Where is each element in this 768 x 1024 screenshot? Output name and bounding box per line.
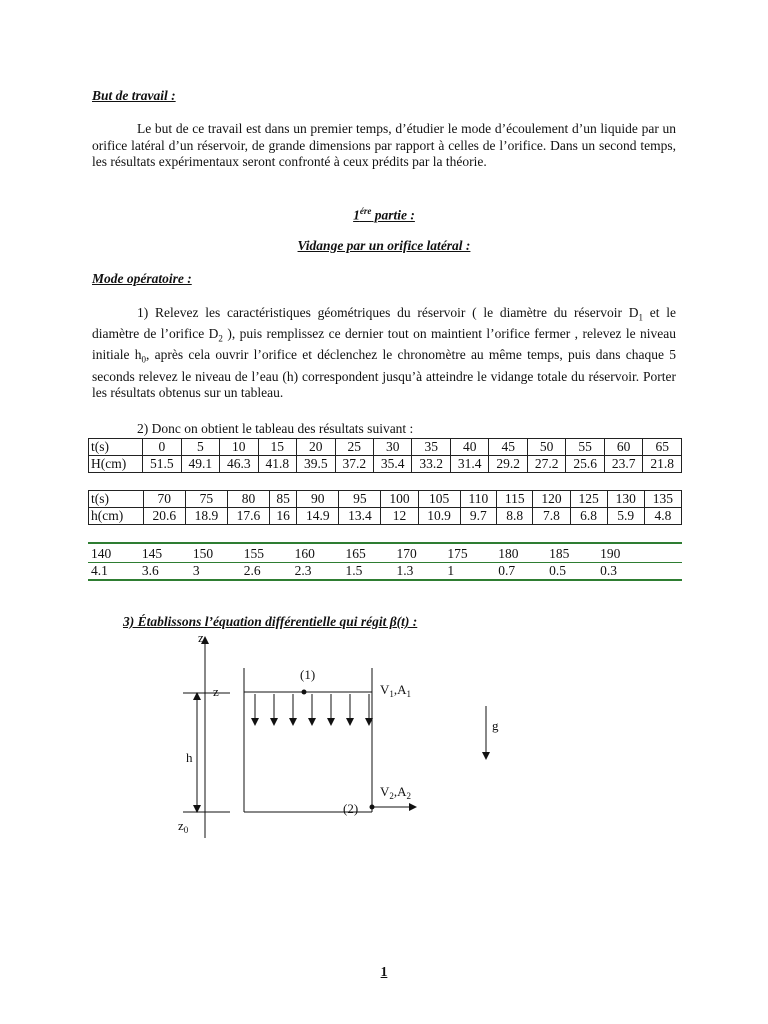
section-subtitle: Vidange par un orifice latéral : — [297, 238, 471, 253]
height-cell: 1.3 — [396, 563, 414, 578]
time-cell: 175 — [447, 546, 468, 561]
step1-text-d: , après cela ouvrir l’orifice et déclenchez le chronomètre au même temps, puis dans chaque 5 seconds relevez le niveau de l’eau (h) correspondent jusqu’à atteindre le vidange totale du réservoir. Porter les résultats obtenus sur un tableau. — [92, 347, 677, 401]
height-cell: 0.7 — [498, 563, 516, 578]
green-rule-bottom — [88, 579, 682, 581]
time-cell: 120 — [533, 491, 570, 508]
time-cell: 155 — [243, 546, 264, 561]
height-cell: 2.3 — [294, 563, 312, 578]
height-cell: 46.3 — [220, 456, 258, 473]
point-2-label: (2) — [343, 801, 359, 816]
time-cell: 80 — [227, 491, 269, 508]
time-cell: 55 — [566, 439, 604, 456]
height-cell: 16 — [270, 508, 297, 525]
row-label: h(cm) — [89, 508, 144, 525]
tank-diagram — [0, 620, 768, 850]
height-cell: 4.8 — [644, 508, 681, 525]
gravity-label: g — [492, 718, 499, 733]
time-cell: 45 — [489, 439, 527, 456]
time-cell: 130 — [607, 491, 644, 508]
table-row — [91, 562, 651, 579]
height-cell: 6.8 — [570, 508, 607, 525]
results-table-2 — [88, 490, 682, 525]
time-cell: 0 — [143, 439, 181, 456]
height-cell: 7.8 — [533, 508, 570, 525]
row-label: t(s) — [89, 491, 144, 508]
green-rule-top — [88, 542, 682, 544]
height-cell: 1.5 — [345, 563, 363, 578]
time-cell: 135 — [644, 491, 681, 508]
step1-text-b: et le diamètre de l’orifice D — [92, 305, 676, 342]
height-cell: 27.2 — [527, 456, 565, 473]
time-cell: 185 — [549, 546, 570, 561]
height-cell: 0.5 — [549, 563, 567, 578]
procedure-heading: Mode opératoire : — [92, 271, 192, 286]
height-cell: 18.9 — [185, 508, 227, 525]
time-cell: 100 — [381, 491, 418, 508]
step1-paragraph — [92, 305, 676, 402]
height-cell: 39.5 — [297, 456, 335, 473]
results-table-3 — [91, 545, 651, 579]
time-cell: 85 — [270, 491, 297, 508]
table-row — [89, 456, 682, 473]
intro-paragraph: Le but de ce travail est dans un premier temps, d’étudier le mode d’écoulement d’un liquide par un orifice latéral d’un réservoir, de grande dimensions par rapport à celles de l’orifice. Dans un second temps, les résultats expérimentaux seront confronté à ceux prédits par la théorie. — [92, 121, 676, 169]
height-cell: 21.8 — [643, 456, 682, 473]
time-cell: 70 — [143, 491, 185, 508]
part-title — [0, 206, 768, 224]
step3-heading: 3) Établissons l’équation différentielle qui régit β(t) : — [123, 614, 418, 629]
height-cell: 35.4 — [374, 456, 412, 473]
height-cell: 10.9 — [418, 508, 460, 525]
time-cell: 90 — [297, 491, 339, 508]
height-cell: 37.2 — [335, 456, 373, 473]
time-cell: 50 — [527, 439, 565, 456]
row-label: H(cm) — [89, 456, 143, 473]
time-cell: 125 — [570, 491, 607, 508]
table-row — [91, 545, 651, 562]
results-table-1 — [88, 438, 682, 473]
step1-text-a: 1) Relevez les caractéristiques géométriques du réservoir ( le diamètre du réservoir D — [137, 305, 639, 320]
part-number: 1 — [353, 207, 360, 223]
step1-text-c: ), puis remplissez ce dernier tout on maintient l’orifice fermer , relevez le niveau initiale h — [92, 326, 676, 363]
height-cell: 51.5 — [143, 456, 181, 473]
height-cell: 8.8 — [497, 508, 533, 525]
time-cell: 60 — [604, 439, 642, 456]
time-cell: 25 — [335, 439, 373, 456]
point-1-marker — [302, 690, 307, 695]
time-cell: 165 — [345, 546, 366, 561]
goal-heading: But de travail : — [92, 88, 176, 103]
time-cell: 30 — [374, 439, 412, 456]
table-row — [89, 491, 682, 508]
z0-label: $z_0$ — [178, 818, 189, 835]
step1-sub-2: 2 — [218, 333, 223, 344]
v2-a2-label: $V_2,A_2$ — [380, 784, 412, 801]
time-cell: 160 — [294, 546, 315, 561]
row-label: t(s) — [89, 439, 143, 456]
height-cell: 12 — [381, 508, 418, 525]
time-cell: 75 — [185, 491, 227, 508]
height-cell: 0.3 — [600, 563, 617, 578]
time-cell: 40 — [450, 439, 488, 456]
time-cell: 170 — [396, 546, 417, 561]
time-cell: 190 — [600, 546, 621, 561]
page-number: 1 — [380, 964, 388, 979]
time-cell: 140 — [91, 546, 112, 561]
height-cell: 33.2 — [412, 456, 450, 473]
height-cell: 23.7 — [604, 456, 642, 473]
height-cell: 17.6 — [227, 508, 269, 525]
step1-sub-3: 0 — [141, 355, 146, 366]
time-cell: 115 — [497, 491, 533, 508]
time-cell: 95 — [339, 491, 381, 508]
height-cell: 3.6 — [141, 563, 159, 578]
height-cell: 1 — [447, 563, 455, 578]
table-row — [89, 439, 682, 456]
height-cell: 3 — [192, 563, 200, 578]
time-cell: 105 — [418, 491, 460, 508]
point-1-label: (1) — [300, 667, 316, 682]
h-label: h — [186, 750, 193, 765]
time-cell: 10 — [220, 439, 258, 456]
height-cell: 41.8 — [258, 456, 296, 473]
height-cell: 9.7 — [460, 508, 496, 525]
step2-text: 2) Donc on obtient le tableau des résultats suivant : — [137, 421, 414, 436]
height-cell: 29.2 — [489, 456, 527, 473]
height-cell: 20.6 — [143, 508, 185, 525]
height-cell: 49.1 — [181, 456, 219, 473]
v1-a1-label: $V_1,A_1$ — [380, 682, 412, 699]
height-cell: 13.4 — [339, 508, 381, 525]
time-cell: 180 — [498, 546, 519, 561]
height-cell: 2.6 — [243, 563, 261, 578]
part-word: partie : — [371, 207, 415, 223]
time-cell: 65 — [643, 439, 682, 456]
time-cell: 5 — [181, 439, 219, 456]
step1-sub-1: 1 — [638, 312, 644, 323]
z-level-label: z — [213, 684, 219, 699]
table-row — [89, 508, 682, 525]
height-cell: 31.4 — [450, 456, 488, 473]
height-cell: 5.9 — [607, 508, 644, 525]
time-cell: 145 — [141, 546, 163, 561]
part-superscript: ére — [359, 206, 372, 216]
time-cell: 20 — [297, 439, 335, 456]
time-cell: 15 — [258, 439, 296, 456]
time-cell: 110 — [460, 491, 496, 508]
height-cell: 14.9 — [297, 508, 339, 525]
time-cell: 150 — [192, 546, 214, 561]
surface-arrows — [255, 694, 369, 722]
time-cell: 35 — [412, 439, 450, 456]
z-axis-label: z — [198, 630, 204, 645]
height-cell: 4.1 — [91, 563, 108, 578]
height-cell: 25.6 — [566, 456, 604, 473]
